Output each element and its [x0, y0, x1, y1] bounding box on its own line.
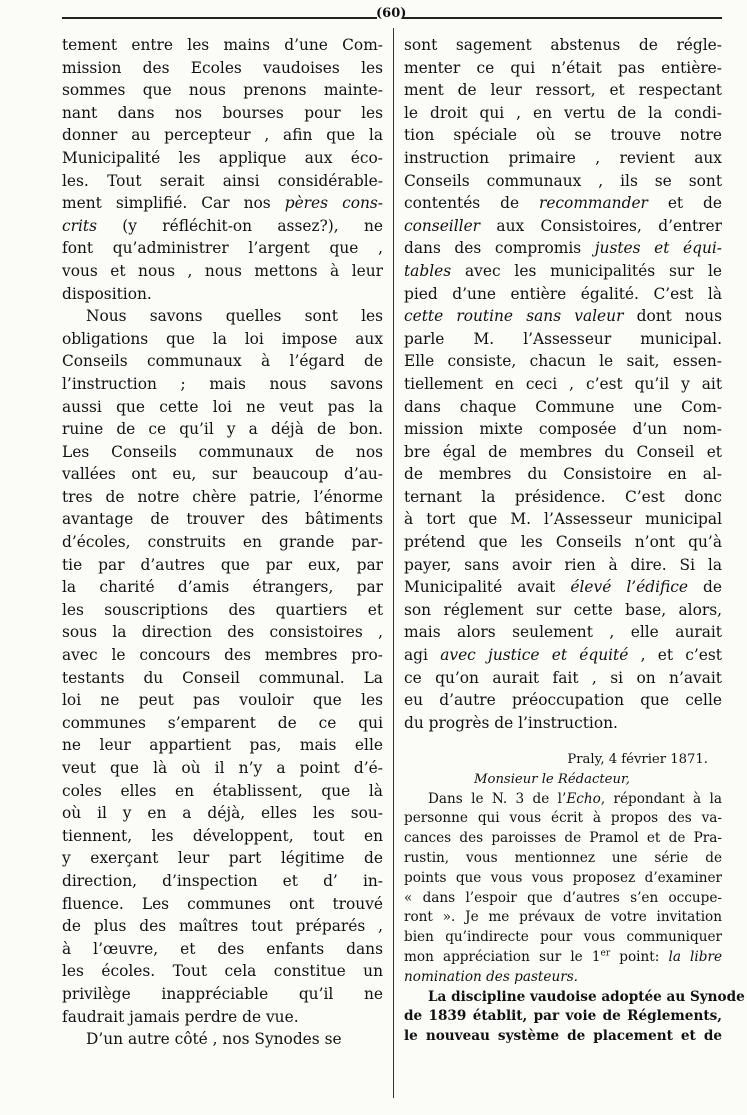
- text-line: veut que là où il n’y a point d’é-: [62, 759, 383, 777]
- text-line: contentés de recommander et de: [404, 194, 722, 213]
- text-line: ternant la présidence. C’est donc: [404, 487, 722, 506]
- text-line: loi ne peut pas vouloir que les: [62, 691, 383, 710]
- column-divider: [393, 28, 394, 1098]
- text-line: points que vous vous proposez d’examiner: [404, 869, 722, 886]
- text-line: de membres du Consistoire en al-: [404, 465, 722, 484]
- right-column: [404, 34, 745, 1047]
- text-line: vallées ont eu, sur beaucoup d’au-: [62, 465, 383, 484]
- text-line: à l’œuvre, et des enfants dans: [62, 939, 383, 958]
- text-line: Conseils communaux à l’égard de: [62, 352, 383, 371]
- text-line: Municipalité les applique aux éco-: [62, 148, 383, 167]
- text-line: communes s’emparent de ce qui: [62, 713, 383, 732]
- text-line: avantage de trouver des bâtiments: [62, 510, 383, 529]
- text-line: vous et nous , nous mettons à leur: [62, 261, 383, 280]
- text-line: aussi que cette loi ne veut pas la: [62, 397, 383, 416]
- text-line: font qu’administrer l’argent que ,: [62, 239, 383, 258]
- text-line: mon appréciation sur le 1er point: la libre: [404, 948, 722, 965]
- text-line: bre égal de membres du Conseil et: [404, 442, 722, 461]
- text-line: de plus des maîtres tout préparés ,: [62, 917, 383, 936]
- text-line: où il y en a déjà, elles les sou-: [62, 804, 383, 823]
- text-line: faudrait jamais perdre de vue.: [62, 1007, 299, 1026]
- letter-paragraph-1: [404, 790, 722, 988]
- text-line: mission des Ecoles vaudoises les: [62, 58, 383, 77]
- text-line: personne qui vous écrit à propos des va-: [404, 810, 722, 827]
- text-line: à tort que M. l’Assesseur municipal: [404, 510, 722, 529]
- text-line: Nous savons quelles sont les: [86, 307, 383, 326]
- letter-paragraph-2: [404, 988, 745, 1047]
- text-line: menter ce qui n’était pas entière-: [404, 58, 722, 77]
- text-line: tement entre les mains d’une Com-: [62, 36, 383, 54]
- letter-dateline: Praly, 4 février 1871.: [567, 752, 708, 768]
- text-line: sont sagement abstenus de régle-: [404, 36, 722, 54]
- text-line: les. Tout serait ainsi considérable-: [62, 171, 383, 190]
- text-line: « dans l’espoir que d’autres s’en occupe-: [404, 889, 722, 906]
- text-line: ruine de ce qu’il y a déjà de bon.: [62, 420, 383, 439]
- text-line: les souscriptions des quartiers et: [62, 600, 383, 619]
- text-line: ne leur appartient pas, mais elle: [62, 736, 383, 755]
- text-line: coles elles en établissent, que là: [62, 781, 383, 800]
- text-line: dans des compromis justes et équi-: [404, 239, 722, 258]
- text-line: du progrès de l’instruction.: [404, 713, 618, 732]
- text-line: conseiller aux Consistoires, d’entrer: [404, 216, 722, 235]
- text-line: parle M. l’Assesseur municipal.: [404, 329, 722, 348]
- text-line: mission mixte composée d’un nom-: [404, 420, 722, 439]
- text-line: Conseils communaux , ils se sont: [404, 171, 722, 190]
- text-line: tie par d’autres que par eux, par: [62, 555, 383, 574]
- text-line: Elle consiste, chacun le sait, essen-: [404, 352, 722, 371]
- text-line: obligations que la loi impose aux: [62, 329, 383, 348]
- text-line: Municipalité avait élevé l’édifice de: [404, 578, 722, 597]
- text-line: tables avec les municipalités sur le: [404, 261, 722, 280]
- text-line: privilège inappréciable qu’il ne: [62, 984, 383, 1003]
- header-rule-right: [402, 17, 722, 19]
- text-line: tres de notre chère patrie, l’énorme: [62, 487, 383, 506]
- text-line: nant dans nos bourses pour les: [62, 103, 383, 122]
- right-column-article: [404, 34, 722, 734]
- text-line: tiennent, les développent, tout en: [62, 826, 383, 845]
- text-line: avec le concours des membres pro-: [62, 646, 383, 665]
- text-line: D’un autre côté , nos Synodes se: [86, 1030, 342, 1049]
- left-column: [62, 34, 383, 1051]
- text-line: La discipline vaudoise adoptée au Synode: [428, 988, 745, 1005]
- text-line: tiellement en ceci , c’est qu’il y ait: [404, 374, 722, 393]
- text-line: ment de leur ressort, et respectant: [404, 81, 722, 100]
- text-line: y exerçant leur part légitime de: [62, 849, 383, 868]
- text-line: Les Conseils communaux de nos: [62, 442, 383, 461]
- text-line: prétend que les Conseils n’ont qu’à: [404, 533, 722, 552]
- text-line: tion spéciale où se trouve notre: [404, 126, 722, 145]
- text-line: bien qu’indirecte pour vous communiquer: [404, 929, 722, 946]
- text-line: crits (y réfléchit-on assez?), ne: [62, 216, 383, 235]
- text-line: sous la direction des consistoires ,: [62, 623, 383, 642]
- text-line: nomination des pasteurs.: [404, 968, 578, 985]
- text-line: testants du Conseil communal. La: [62, 668, 383, 687]
- text-line: son réglement sur cette base, alors,: [404, 600, 722, 619]
- section-separator: [404, 734, 722, 750]
- text-line: disposition.: [62, 284, 152, 303]
- text-line: Dans le N. 3 de l’Echo, répondant à la: [428, 790, 722, 807]
- text-line: donner au percepteur , afin que la: [62, 126, 383, 145]
- text-line: cette routine sans valeur dont nous: [404, 307, 722, 326]
- text-line: ment simplifié. Car nos pères cons-: [62, 194, 383, 213]
- text-line: instruction primaire , revient aux: [404, 148, 722, 167]
- text-line: l’instruction ; mais nous savons: [62, 374, 383, 393]
- text-line: ront ». Je me prévaux de votre invitation: [404, 909, 722, 926]
- text-line: la charité d’amis étrangers, par: [62, 578, 383, 597]
- text-line: rustin, vous mentionnez une série de: [404, 849, 722, 866]
- page-number: (60): [376, 6, 407, 21]
- text-line: agi avec justice et équité , et c’est: [404, 646, 722, 665]
- letter-header: [404, 750, 722, 789]
- text-line: payer, sans avoir rien à dire. Si la: [404, 555, 722, 574]
- text-line: pied d’une entière égalité. C’est là: [404, 284, 722, 303]
- text-line: de 1839 établit, par voie de Réglements,: [404, 1008, 722, 1025]
- text-line: le nouveau système de placement et de: [404, 1028, 722, 1045]
- letter-salutation: Monsieur le Rédacteur,: [474, 772, 630, 787]
- text-line: les écoles. Tout cela constitue un: [62, 962, 383, 981]
- text-line: ce qu’on aurait fait , si on n’avait: [404, 668, 722, 687]
- text-line: mais alors seulement , elle aurait: [404, 623, 722, 642]
- text-line: direction, d’inspection et d’ in-: [62, 871, 383, 890]
- text-line: sommes que nous prenons mainte-: [62, 81, 383, 100]
- text-line: eu d’autre préoccupation que celle: [404, 691, 722, 710]
- text-line: dans chaque Commune une Com-: [404, 397, 722, 416]
- text-line: d’écoles, construits en grande par-: [62, 533, 383, 552]
- text-line: fluence. Les communes ont trouvé: [62, 894, 383, 913]
- text-line: cances des paroisses de Pramol et de Pra-: [404, 830, 722, 847]
- header-rule-left: [62, 17, 377, 19]
- text-line: le droit qui , en vertu de la condi-: [404, 103, 722, 122]
